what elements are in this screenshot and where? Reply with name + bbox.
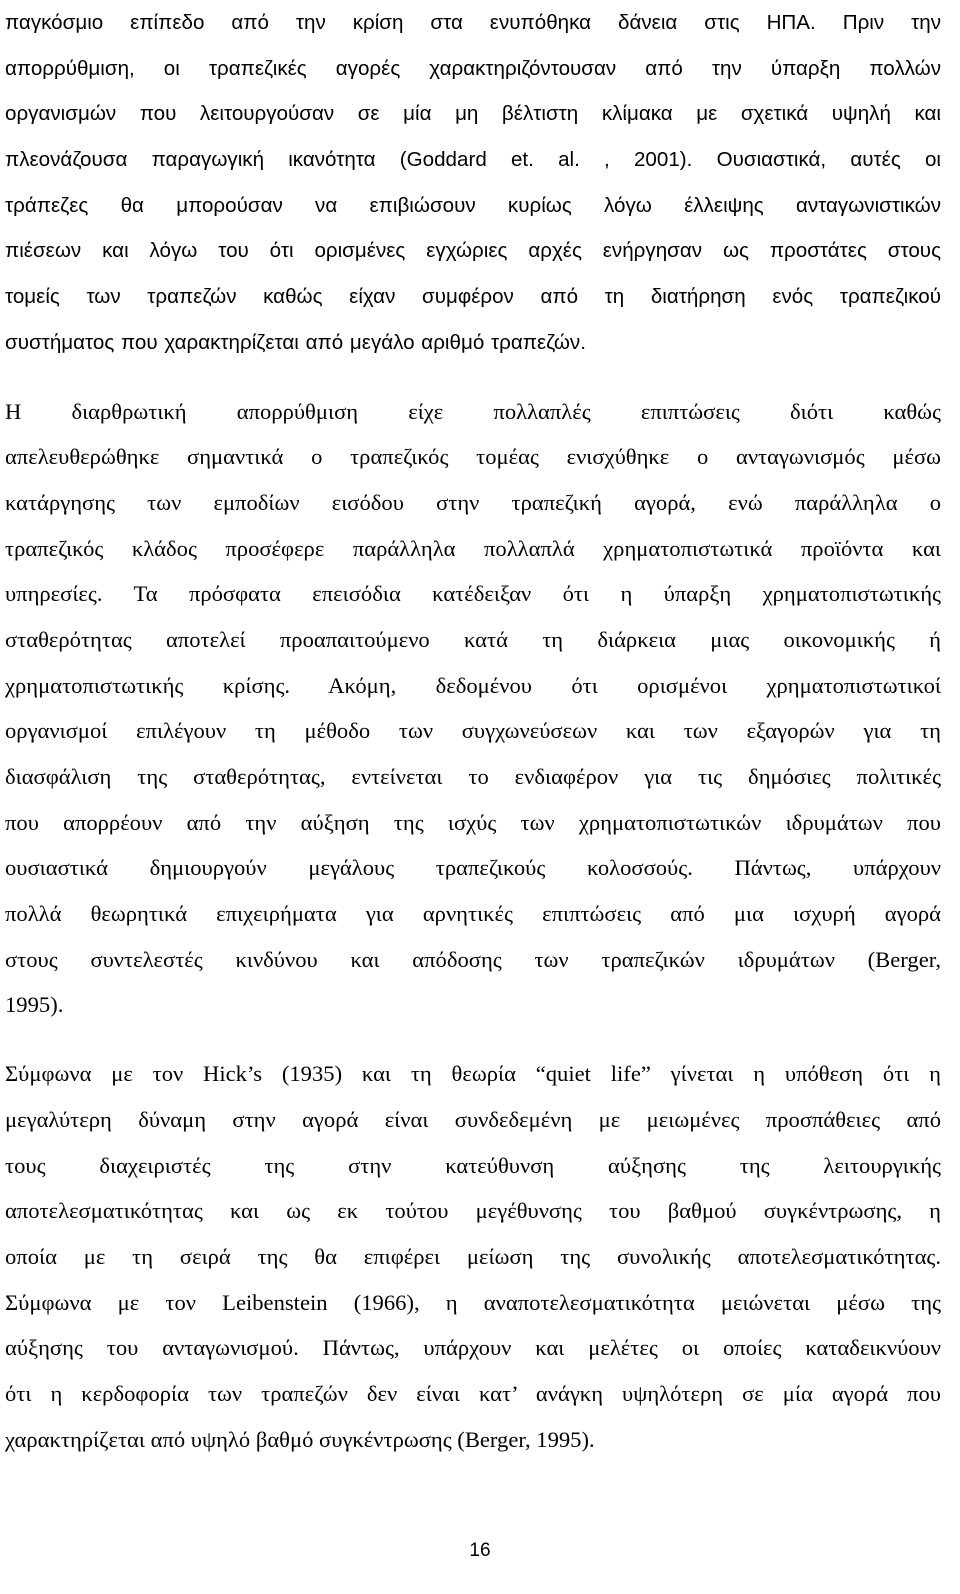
text-line: παγκόσμιο επίπεδο από την κρίση στα ενυπόθηκα δάνεια στις ΗΠΑ. Πριν την bbox=[5, 11, 941, 34]
text-line: Η διαρθρωτική απορρύθμιση είχε πολλαπλές επιπτώσεις διότι καθώς bbox=[5, 398, 941, 424]
text-line: χρηματοπιστωτικής κρίσης. Ακόμη, δεδομένου ότι ορισμένοι χρηματοπιστωτικοί bbox=[5, 672, 941, 698]
text-line: οποία με τη σειρά της θα επιφέρει μείωση της συνολικής αποτελεσματικότητας. bbox=[5, 1243, 941, 1269]
text-line: Σύμφωνα με τον Leibenstein (1966), η αναποτελεσματικότητα μειώνεται μέσω της bbox=[5, 1289, 941, 1315]
text-line: κατάργησης των εμποδίων εισόδου στην τραπεζική αγορά, ενώ παράλληλα ο bbox=[5, 489, 941, 515]
text-line: χαρακτηρίζεται από υψηλό βαθμό συγκέντρωσης (Berger, 1995). bbox=[5, 1426, 595, 1452]
text-line: τράπεζες θα μπορούσαν να επιβιώσουν κυρίως λόγω έλλειψης ανταγωνιστικών bbox=[5, 193, 941, 217]
paragraph bbox=[5, 0, 941, 366]
paragraph bbox=[5, 389, 941, 1029]
text-line: οργανισμών που λειτουργούσαν σε μία μη βέλτιστη κλίμακα με σχετικά υψηλή και bbox=[5, 102, 941, 126]
text-line: ουσιαστικά δημιουργούν μεγάλους τραπεζικούς κολοσσούς. Πάντως, υπάρχουν bbox=[5, 855, 941, 881]
text-line: απελευθερώθηκε σημαντικά ο τραπεζικός τομέας ενισχύθηκε ο ανταγωνισμός μέσω bbox=[5, 444, 941, 470]
page-number: 16 bbox=[469, 1540, 491, 1561]
text-line: πλεονάζουσα παραγωγική ικανότητα (Goddard et. al. , 2001). Ουσιαστικά, αυτές οι bbox=[5, 148, 941, 172]
text-line: τους διαχειριστές της στην κατεύθυνση αύξησης της λειτουργικής bbox=[5, 1152, 941, 1178]
text-line: σταθερότητας αποτελεί προαπαιτούμενο κατά τη διάρκεια μιας οικονομικής ή bbox=[5, 626, 941, 652]
text-line: στους συντελεστές κινδύνου και απόδοσης των τραπεζικών ιδρυμάτων (Berger, bbox=[5, 946, 941, 972]
text-line: υπηρεσίες. Τα πρόσφατα επεισόδια κατέδειξαν ότι η ύπαρξη χρηματοπιστωτικής bbox=[5, 581, 941, 607]
text-line: που απορρέουν από την αύξηση της ισχύς των χρηματοπιστωτικών ιδρυμάτων που bbox=[5, 809, 941, 835]
text-line: διασφάλιση της σταθερότητας, εντείνεται το ενδιαφέρον για τις δημόσιες πολιτικές bbox=[5, 764, 941, 789]
text-line: πολλά θεωρητικά επιχειρήματα για αρνητικές επιπτώσεις από μια ισχυρή αγορά bbox=[5, 901, 941, 927]
document-page bbox=[5, 0, 941, 1462]
text-line: μεγαλύτερη δύναμη στην αγορά είναι συνδεδεμένη με μειωμένες προσπάθειες από bbox=[5, 1106, 941, 1132]
text-line: αύξησης του ανταγωνισμού. Πάντως, υπάρχουν και μελέτες οι οποίες καταδεικνύουν bbox=[5, 1335, 941, 1361]
text-line: 1995). bbox=[5, 992, 64, 1018]
text-line: οργανισμοί επιλέγουν τη μέθοδο των συγχωνεύσεων και των εξαγορών για τη bbox=[5, 718, 941, 744]
text-line: συστήματος που χαρακτηρίζεται από μεγάλο αριθμό τραπεζών. bbox=[5, 330, 586, 354]
text-line: Σύμφωνα με τον Hick’s (1935) και τη θεωρία “quiet life” γίνεται η υπόθεση ότι η bbox=[5, 1061, 941, 1087]
text-line: απορρύθμιση, οι τραπεζικές αγορές χαρακτηριζόντουσαν από την ύπαρξη πολλών bbox=[5, 56, 941, 80]
paragraph bbox=[5, 1051, 941, 1462]
text-line: τραπεζικός κλάδος προσέφερε παράλληλα πολλαπλά χρηματοπιστωτικά προϊόντα και bbox=[5, 535, 941, 561]
text-line: τομείς των τραπεζών καθώς είχαν συμφέρον από τη διατήρηση ενός τραπεζικού bbox=[5, 285, 941, 309]
text-line: ότι η κερδοφορία των τραπεζών δεν είναι κατ’ ανάγκη υψηλότερη σε μία αγορά που bbox=[5, 1380, 941, 1406]
paragraph-gap bbox=[5, 1028, 941, 1051]
text-line: πιέσεων και λόγω του ότι ορισμένες εγχώριες αρχές ενήργησαν ως προστάτες στους bbox=[5, 239, 941, 263]
text-line: αποτελεσματικότητας και ως εκ τούτου μεγέθυνσης του βαθμού συγκέντρωσης, η bbox=[5, 1198, 941, 1224]
paragraph-gap bbox=[5, 366, 941, 389]
body-text bbox=[5, 0, 941, 1462]
